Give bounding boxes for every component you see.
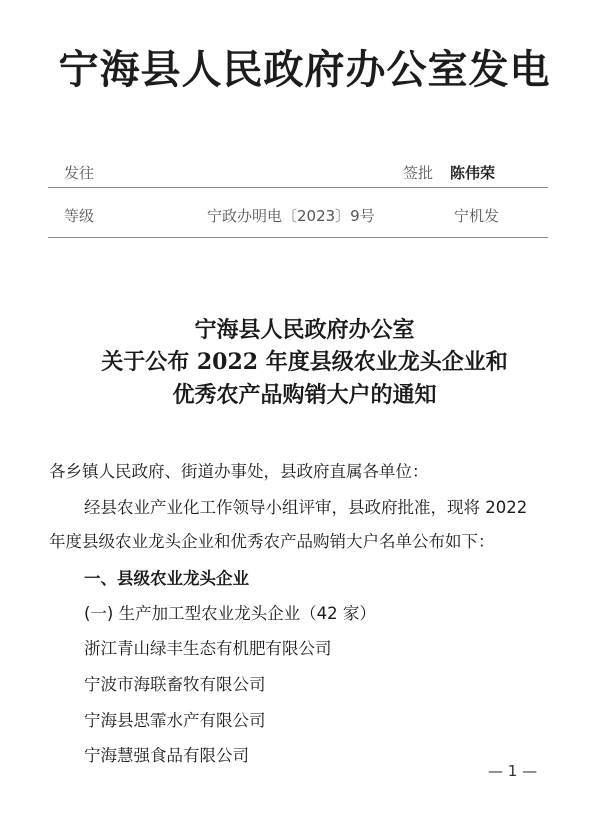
grade-label: 等级 xyxy=(64,207,95,225)
paragraph-1-line-1: 经县农业产业化工作领导小组评审，县政府批准，现将 2022 xyxy=(84,498,528,517)
company-item: 浙江青山绿丰生态有机肥有限公司 xyxy=(84,639,332,658)
notice-title-line-2: 关于公布 2022 年度县级农业龙头企业和 xyxy=(101,349,508,375)
approve-label: 签批 xyxy=(403,164,434,182)
header-title: 宁海县人民政府办公室发电 xyxy=(58,46,551,93)
section-heading-1: 一、县级农业龙头企业 xyxy=(84,569,249,588)
salutation: 各乡镇人民政府、街道办事处，县政府直属各单位： xyxy=(49,462,429,481)
approver-name: 陈伟荣 xyxy=(450,164,496,182)
page-number: — 1 — xyxy=(488,762,538,780)
paragraph-1-line-2: 年度县级农业龙头企业和优秀农产品购销大户名单公布如下： xyxy=(49,532,495,551)
form-divider-top xyxy=(48,187,548,188)
company-item: 宁海县思霏水产有限公司 xyxy=(84,711,266,730)
company-item: 宁波市海联畜牧有限公司 xyxy=(84,675,266,694)
doc-number: 宁政办明电〔2023〕9号 xyxy=(207,207,375,225)
send-to-label: 发往 xyxy=(64,164,95,182)
subsection-heading-1: (一) 生产加工型农业龙头企业（42 家） xyxy=(84,604,376,623)
company-item: 宁海慧强食品有限公司 xyxy=(84,746,249,765)
dispatch-label: 宁机发 xyxy=(454,207,500,225)
notice-title-line-1: 宁海县人民政府办公室 xyxy=(194,317,415,343)
form-divider-bottom xyxy=(48,237,548,238)
notice-title-line-3: 优秀农产品购销大户的通知 xyxy=(172,382,437,408)
